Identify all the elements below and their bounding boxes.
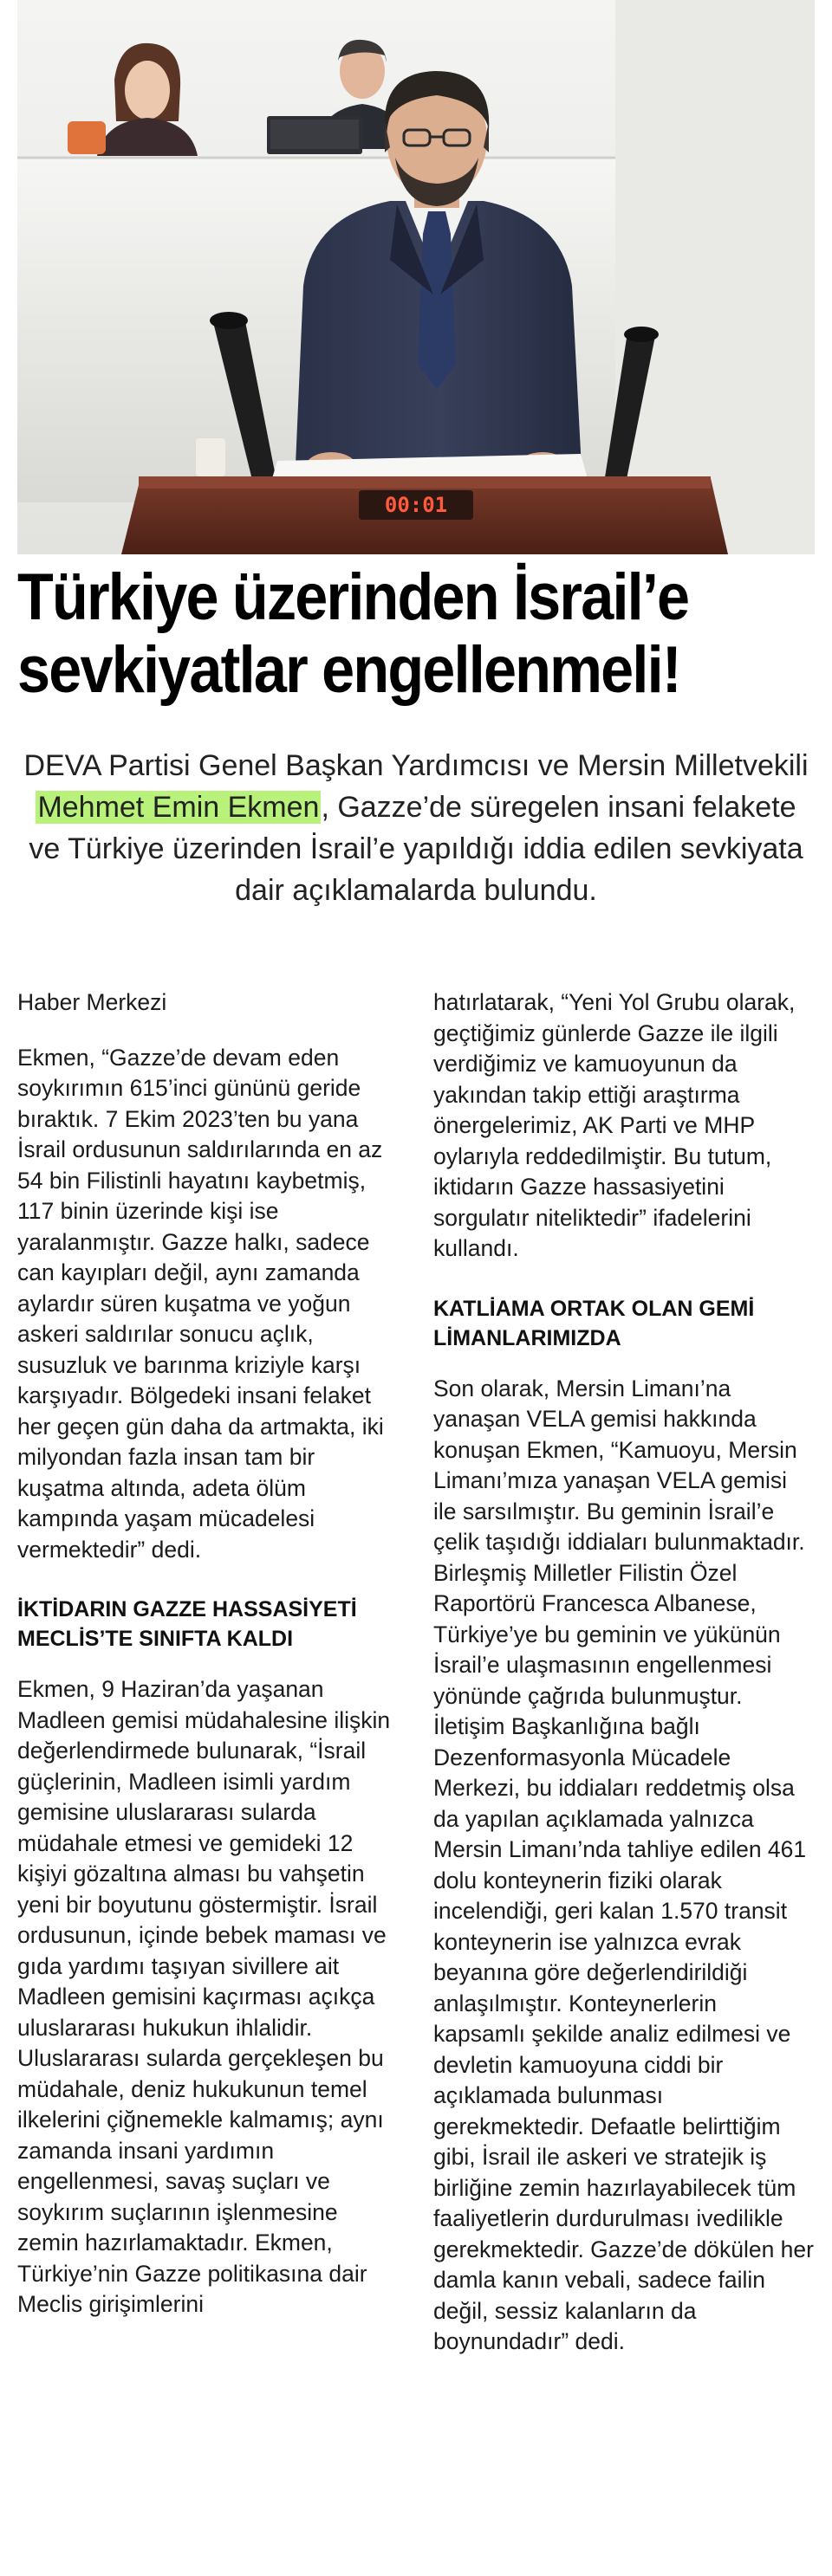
podium	[121, 476, 728, 554]
right-paragraph-1: hatırlatarak, “Yeni Yol Grubu olarak, geçtiğimiz günlerde Gazze ile ilgili verdiğimiz ve kamuoyunun da yakından takip ettiği araştırma önergelerimiz, AK Parti ve MHP oylarıyla reddedilmiştir. Bu tutum, iktidarın Gazze hassasiyetini sorgulatır niteliktedir” ifadelerini kullandı.	[433, 989, 796, 1261]
cup	[196, 438, 225, 476]
left-paragraph-2: Ekmen, 9 Haziran’da yaşanan Madleen gemisi müdahalesine ilişkin değerlendirmede bulunarak, “İsrail güçlerinin, Madleen isimli yardım gemisine uluslararası sularda müdahale etmesi ve gemideki 12 kişiyi gözaltına alması bu vahşetin yeni bir boyutunu göstermiştir. İsrail ordusunun, içinde bebek maması ve gıda yardımı taşıyan sivillere ait Madleen gemisini kaçırması açıkça uluslararası hukukun ihlalidir. Uluslararası sularda gerçekleşen bu müdahale, deniz hukukunun temel ilkelerini çiğnemekle kalmamış; aynı zamanda insani yardımın engellenmesi, savaş suçları ve soykırım suçlarının işlenmesine zemin hazırlamaktadır. Ekmen, Türkiye’nin Gazze politikasına dair Meclis girişimlerini	[17, 1676, 391, 2317]
right-column	[433, 987, 815, 2379]
headline-line-2: sevkiyatlar engellenmeli!	[17, 633, 680, 707]
podium-timer: 00:01	[384, 493, 448, 517]
headline-line-1: Türkiye üzerinden İsrail’e	[17, 560, 689, 634]
highlighted-name: Mehmet Emin Ekmen	[37, 791, 320, 824]
lead-text-after: , Gazze’de süregelen insani felakete ve Türkiye üzerinden İsrail’e yapıldığı iddia edilen sevkiyata dair açıklamalarda bulundu.	[29, 791, 803, 907]
headline	[17, 561, 735, 707]
lead-text-before: DEVA Partisi Genel Başkan Yardımcısı ve Mersin Milletvekili	[23, 749, 809, 782]
right-subhead: KATLİAMA ORTAK OLAN GEMİ LİMANLARIMIZDA	[433, 1296, 755, 1350]
article-photo	[17, 0, 815, 554]
left-column	[17, 987, 399, 2379]
left-subhead: İKTİDARIN GAZZE HASSASİYETİ MECLİS’TE SINIFTA KALDI	[17, 1597, 357, 1651]
article-body	[17, 987, 815, 2379]
left-paragraph-1: Ekmen, “Gazze’de devam eden soykırımın 615’inci gününü geride bıraktık. 7 Ekim 2023’ten bu yana İsrail ordusunun saldırılarında en az 54 bin Filistinli hayatını kaybetmiş, 117 binin üzerinde kişi ise yaralanmıştır. Gazze halkı, sadece can kayıpları değil, aynı zamanda aylardır süren kuşatma ve yoğun askeri saldırılar sonucu açlık, susuzluk ve barınma kriziyle karşı karşıyadır. Bölgedeki insani felaket her geçen gün daha da artmakta, iki milyondan fazla insan tam bir kuşatma altında, adeta ölüm kampında yaşam mücadelesi vermektedir” dedi.	[17, 1044, 384, 1563]
right-paragraph-2: Son olarak, Mersin Limanı’na yanaşan VELA gemisi hakkında konuşan Ekmen, “Kamuoyu, Mersin Limanı’mıza yanaşan VELA gemisi ile sarsılmıştır. Bu geminin İsrail’e çelik taşıdığı iddiaları bulunmaktadır. Birleşmiş Milletler Filistin Özel Raportörü Francesca Albanese, Türkiye’ye bu geminin ve yükünün İsrail’e ulaşmasının engellenmesi yönünde çağrıda bulunmuştur. İletişim Başkanlığına bağlı Dezenformasyonla Mücadele Merkezi, bu iddiaları reddetmiş olsa da yapılan açıklamada yalnızca Mersin Limanı’nda tahliye edilen 461 dolu konteynerin fiziki olarak incelendiği, geri kalan 1.570 transit konteynerin ise yalnızca evrak beyanına göre değerlendirildiği anlaşılmıştır. Konteynerlerin kapsamlı şekilde analiz edilmesi ve devletin kamuoyuna ciddi bir açıklamada bulunması gerekmektedir. Defaatle belirttiğim gibi, İsrail ile askeri ve stratejik iş birliğine zemin hazırlayabilecek tüm faaliyetlerin durdurulması ivedilikle gerekmektedir. Gazze’de dökülen her damla kanın vebali, sadece failin değil, sessiz kalanların da boynundadır” dedi.	[433, 1375, 814, 2354]
byline: Haber Merkezi	[17, 989, 167, 1015]
lead-paragraph	[17, 745, 815, 911]
